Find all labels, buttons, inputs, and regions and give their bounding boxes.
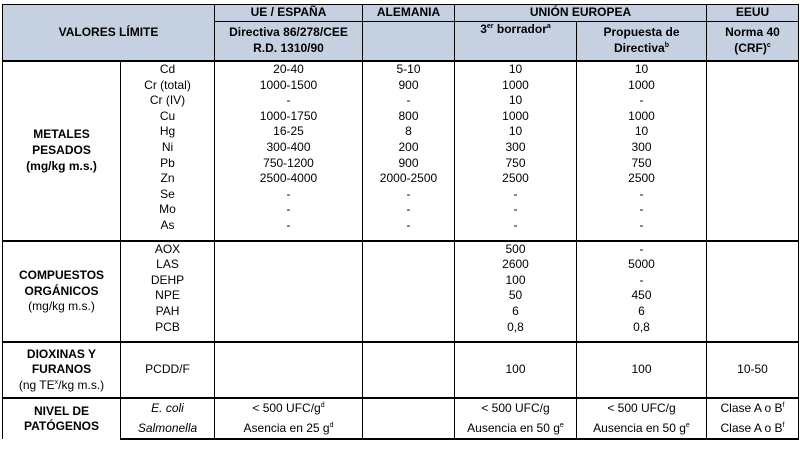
ue-cell: - [215,202,363,218]
pd-cell: 1000 [577,78,707,94]
table-row [3,156,799,172]
de-cell [363,257,455,273]
limit-values-table [2,4,799,440]
b3-cell: 100 [455,273,577,289]
us-cell [707,241,799,258]
param-cell: NPE [121,288,215,304]
de-cell [363,304,455,320]
header-propuesta [577,22,707,62]
us-cell [707,202,799,218]
b3-cell: 6 [455,304,577,320]
de-cell [363,342,455,398]
category-metales-line1: METALES [33,127,90,142]
param-cell: Se [121,187,215,203]
b3-cell: 50 [455,288,577,304]
param-cell: Salmonella [121,419,215,440]
category-organicos-unit: (mg/kg m.s.) [28,299,95,314]
param-cell: Cu [121,109,215,125]
de-cell: 2000-2500 [363,171,455,187]
ue-cell [215,304,363,320]
header-row-1 [3,5,799,22]
ue-cell [215,342,363,398]
table-row [3,171,799,187]
table-row [3,320,799,336]
pd-cell: 0,8 [577,320,707,336]
b3-cell: 2500 [455,171,577,187]
param-cell: DEHP [121,273,215,289]
category-metales-unit: (mg/kg m.s.) [26,158,97,173]
us-cell [707,109,799,125]
us-cell [707,304,799,320]
de-cell: 5-10 [363,61,455,78]
pd-cell: 6 [577,304,707,320]
category-dioxinas-unit-b: /kg m.s.) [58,377,105,392]
us-cell [707,171,799,187]
param-cell: AOX [121,241,215,258]
us-cell [707,288,799,304]
header-norma [707,22,799,62]
us-cell: Clase A o $B^f$ [707,398,799,419]
b3-cell: 1000 [455,78,577,94]
table-row [3,61,799,78]
us-cell: Clase A o $B^f$ [707,419,799,440]
table-row [3,342,799,398]
de-cell [363,419,455,440]
param-cell: PCDD/F [121,342,215,398]
pd-cell: 2500 [577,171,707,187]
table-row [3,273,799,289]
header-borrador-num: 3 [480,22,487,36]
pd-cell: 1000 [577,109,707,125]
ue-cell: Asencia en 25 $g^d$ [215,419,363,440]
category-patogenos-line2: PATÓGENOS [24,419,99,434]
header-directiva [215,22,363,62]
pd-cell: - [577,202,707,218]
header-propuesta-line1: Propuesta de [603,25,680,40]
header-borrador-note: a [546,23,551,30]
pd-cell: < 500 UFC/g [577,398,707,419]
b3-cell: 500 [455,241,577,258]
ue-cell: 2500-4000 [215,171,363,187]
ue-cell [215,257,363,273]
category-dioxinas-line2: FURANOS [31,362,92,377]
table-row [3,187,799,203]
header-valores-limite: VALORES LÍMITE [3,5,215,62]
ue-cell: 20-40 [215,61,363,78]
header-propuesta-note: b [664,42,669,49]
b3-cell: 750 [455,156,577,172]
pd-cell: 300 [577,140,707,156]
category-organicos-line2: ORGÁNICOS [24,283,99,298]
pd-cell: 450 [577,288,707,304]
b3-cell: 10 [455,61,577,78]
pd-cell: - [577,93,707,109]
b3-cell: - [455,202,577,218]
header-propuesta-line2: Directiva [614,41,665,55]
param-cell: PCB [121,320,215,336]
header-eeuu: EEUU [707,5,799,22]
de-cell: 900 [363,156,455,172]
pd-cell: 5000 [577,257,707,273]
category-metales-line2: PESADOS [32,142,91,157]
ue-cell: 750-1200 [215,156,363,172]
b3-cell: - [455,218,577,234]
table-row [3,288,799,304]
ue-cell [215,273,363,289]
table-row [3,78,799,94]
table-row [3,124,799,140]
header-borrador [455,22,577,62]
de-cell: - [363,202,455,218]
pd-cell: - [577,273,707,289]
header-borrador-rest: borrador [493,22,547,36]
de-cell: 900 [363,78,455,94]
category-dioxinas-unit-a: (ng TE [18,377,55,392]
table-row [3,241,799,258]
us-cell: 10-50 [707,342,799,398]
de-cell [363,398,455,419]
pd-cell: - [577,187,707,203]
table-row [3,257,799,273]
b3-cell: Ausencia en 50 $g^e$ [455,419,577,440]
param-cell: Hg [121,124,215,140]
de-cell [363,288,455,304]
param-cell: Cr (total) [121,78,215,94]
pd-cell: Ausencia en 50 $g^e$ [577,419,707,440]
header-alemania: ALEMANIA [363,5,455,22]
param-cell: Cr (IV) [121,93,215,109]
header-norma-line2: (CRF) [734,41,767,55]
spacer-row [3,335,799,342]
header-alemania-sub [363,22,455,62]
param-cell: LAS [121,257,215,273]
table-row [3,93,799,109]
pd-cell: - [577,241,707,258]
category-dioxinas-unit-sup: x [54,378,59,386]
header-union-europea: UNIÓN EUROPEA [455,5,707,22]
b3-cell: 2600 [455,257,577,273]
us-cell [707,93,799,109]
table-row [3,398,799,419]
table-row [3,109,799,125]
ue-cell: 300-400 [215,140,363,156]
ue-cell [215,241,363,258]
ue-cell [215,288,363,304]
b3-cell: - [455,187,577,203]
header-directiva-line2: R.D. 1310/90 [253,41,324,55]
param-cell: Mo [121,202,215,218]
ue-cell [215,320,363,336]
ue-cell: < 500 UFC/$g^d$ [215,398,363,419]
spacer-row [3,234,799,241]
b3-cell: 0,8 [455,320,577,336]
ue-cell: - [215,218,363,234]
param-cell: PAH [121,304,215,320]
ue-cell: - [215,93,363,109]
pd-cell: - [577,218,707,234]
de-cell: 200 [363,140,455,156]
de-cell [363,241,455,258]
b3-cell: 100 [455,342,577,398]
pd-cell: 750 [577,156,707,172]
us-cell [707,78,799,94]
category-patogenos-line1: NIVEL DE [33,403,90,418]
us-cell [707,218,799,234]
de-cell: - [363,93,455,109]
b3-cell: < 500 UFC/g [455,398,577,419]
param-cell: Ni [121,140,215,156]
us-cell [707,124,799,140]
b3-cell: 10 [455,93,577,109]
table-row [3,419,799,440]
param-cell: E. coli [121,398,215,419]
table-row [3,202,799,218]
de-cell: - [363,187,455,203]
pd-cell: 100 [577,342,707,398]
de-cell: - [363,218,455,234]
de-cell: 800 [363,109,455,125]
category-organicos [3,241,121,343]
category-dioxinas-line1: DIOXINAS Y [26,346,97,361]
category-metales [3,61,121,241]
us-cell [707,187,799,203]
us-cell [707,156,799,172]
us-cell [707,140,799,156]
category-dioxinas [3,342,121,398]
b3-cell: 1000 [455,109,577,125]
us-cell [707,257,799,273]
pd-cell: 10 [577,124,707,140]
param-cell: Zn [121,171,215,187]
pd-cell: 10 [577,61,707,78]
header-ue-espana: UE / ESPAÑA [215,5,363,22]
ue-cell: - [215,187,363,203]
ue-cell: 16-25 [215,124,363,140]
table-row [3,304,799,320]
header-directiva-line1: Directiva 86/278/CEE [229,25,348,40]
us-cell [707,320,799,336]
b3-cell: 300 [455,140,577,156]
ue-cell: 1000-1750 [215,109,363,125]
table-row [3,140,799,156]
de-cell [363,320,455,336]
header-norma-line1: Norma 40 [725,25,780,40]
ue-cell: 1000-1500 [215,78,363,94]
param-cell: Cd [121,61,215,78]
header-norma-note: c [766,42,771,49]
us-cell [707,61,799,78]
param-cell: Pb [121,156,215,172]
us-cell [707,273,799,289]
de-cell: 8 [363,124,455,140]
param-cell: As [121,218,215,234]
header-borrador-sup: er [486,23,494,30]
de-cell [363,273,455,289]
b3-cell: 10 [455,124,577,140]
category-patogenos [3,398,121,439]
category-organicos-line1: COMPUESTOS [18,267,105,282]
table-row [3,218,799,234]
